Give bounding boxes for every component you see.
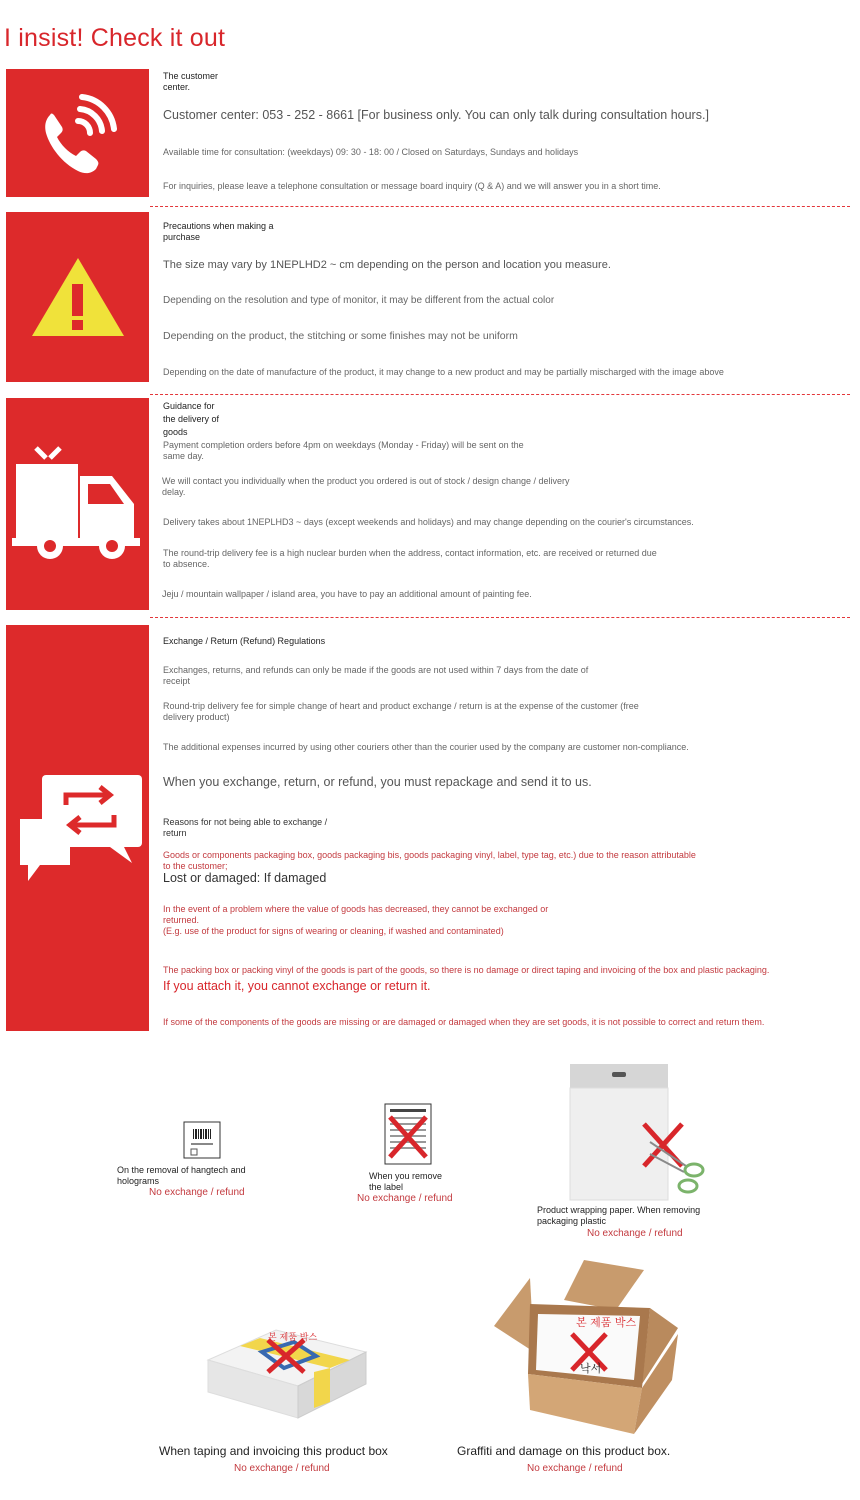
reason-attach: If you attach it, you cannot exchange or return it. xyxy=(163,979,431,993)
hangtag-caption: On the removal of hangtech and holograms xyxy=(117,1165,246,1186)
page-title: I insist! Check it out xyxy=(4,24,226,52)
precaution-stitching: Depending on the product, the stitching or some finishes may not be uniform xyxy=(163,330,518,342)
section-divider xyxy=(150,206,850,207)
reason-components: If some of the components of the goods are missing or are damaged or damaged when they are set goods, it is not possible to correct and return them. xyxy=(163,1017,765,1027)
precaution-manufacture: Depending on the date of manufacture of the product, it may change to a new product and may be partially mischarged with the image above xyxy=(163,367,724,377)
precautions-panel xyxy=(6,212,149,382)
box-scribble-text: 낙서 xyxy=(580,1362,602,1375)
box-korean-text: 본 제품 박스 xyxy=(268,1333,318,1343)
inquiries-note: For inquiries, please leave a telephone consultation or message board inquiry (Q & A) and we will answer you in a short time. xyxy=(163,181,661,191)
warning-icon xyxy=(6,212,149,382)
reason-value-decreased: In the event of a problem where the value of goods has decreased, they cannot be exchanged or returned. (E.g. use of the product for signs of wearing or cleaning, if washed and contaminated) xyxy=(163,904,549,936)
label-caption: When you remove the label xyxy=(369,1171,443,1192)
delivery-payment: Payment completion orders before 4pm on weekdays (Monday - Friday) will be sent on the same day. xyxy=(163,440,524,461)
graffiti-caption: Graffiti and damage on this product box. xyxy=(457,1444,671,1458)
taped-box-icon xyxy=(206,1316,368,1420)
customer-center-panel xyxy=(6,69,149,197)
customer-center-heading: The customer center. xyxy=(163,71,219,92)
phone-icon xyxy=(6,69,149,197)
delivery-heading: Guidance for the delivery of goods xyxy=(163,401,220,437)
exchange-heading: Exchange / Return (Refund) Regulations xyxy=(163,636,326,646)
exchange-reasons-heading: Reasons for not being able to exchange / return xyxy=(163,817,328,838)
reason-packaging: Goods or components packaging box, goods packaging bis, goods packaging vinyl, label, type tag, etc.) due to the reason attributable to the customer; xyxy=(163,850,696,871)
no-exchange-label: No exchange / refund xyxy=(149,1187,245,1198)
box-korean-top-text: 본 제품 박스 xyxy=(576,1316,637,1329)
exchange-chat-icon xyxy=(6,625,149,1031)
hang-tag-icon xyxy=(183,1121,221,1159)
graffiti-box-icon xyxy=(494,1260,680,1438)
delivery-jeju: Jeju / mountain wallpaper / island area, you have to pay an additional amount of painting fee. xyxy=(162,589,532,599)
label-removed-icon xyxy=(384,1103,432,1165)
exchange-rule-fee: Round-trip delivery fee for simple change of heart and product exchange / return is at the expense of the customer (free delivery product) xyxy=(163,701,639,722)
no-exchange-label: No exchange / refund xyxy=(234,1463,330,1474)
no-exchange-label: No exchange / refund xyxy=(587,1228,683,1239)
wrapping-caption: Product wrapping paper. When removing packaging plastic xyxy=(537,1205,701,1226)
plastic-bag-scissors-icon xyxy=(568,1062,712,1202)
no-exchange-label: No exchange / refund xyxy=(527,1463,623,1474)
delivery-duration: Delivery takes about 1NEPLHD3 ~ days (except weekends and holidays) and may change depending on the courier's circumstances. xyxy=(163,517,694,527)
taping-caption: When taping and invoicing this product box xyxy=(159,1444,388,1458)
delivery-roundtrip: The round-trip delivery fee is a high nuclear burden when the address, contact information, etc. are received or returned due to absence. xyxy=(163,548,657,569)
delivery-contact: We will contact you individually when the product you ordered is out of stock / design change / delivery delay. xyxy=(162,476,570,497)
exchange-rule-7days: Exchanges, returns, and refunds can only be made if the goods are not used within 7 days from the date of receipt xyxy=(163,665,589,686)
section-divider xyxy=(150,394,850,395)
section-divider xyxy=(150,617,850,618)
exchange-rule-couriers: The additional expenses incurred by using other couriers other than the courier used by the company are customer non-compliance. xyxy=(163,742,689,752)
reason-packing-box: The packing box or packing vinyl of the goods is part of the goods, so there is no damage or direct taping and invoicing of the box and plastic packaging. xyxy=(163,965,770,975)
precaution-size: The size may vary by 1NEPLHD2 ~ cm depending on the person and location you measure. xyxy=(163,259,611,271)
customer-phone-line: Customer center: 053 - 252 - 8661 [For business only. You can only talk during consultation hours.] xyxy=(163,108,709,122)
reason-lost-damaged: Lost or damaged: If damaged xyxy=(163,871,327,885)
exchange-repack: When you exchange, return, or refund, you must repackage and send it to us. xyxy=(163,775,592,789)
precautions-heading: Precautions when making a purchase xyxy=(163,221,274,242)
exchange-panel xyxy=(6,625,149,1031)
consultation-hours: Available time for consultation: (weekdays) 09: 30 - 18: 00 / Closed on Saturdays, Sundays and holidays xyxy=(163,147,579,157)
truck-icon xyxy=(6,398,149,610)
delivery-panel xyxy=(6,398,149,610)
precaution-monitor: Depending on the resolution and type of monitor, it may be different from the actual color xyxy=(163,295,555,306)
no-exchange-label: No exchange / refund xyxy=(357,1193,453,1204)
